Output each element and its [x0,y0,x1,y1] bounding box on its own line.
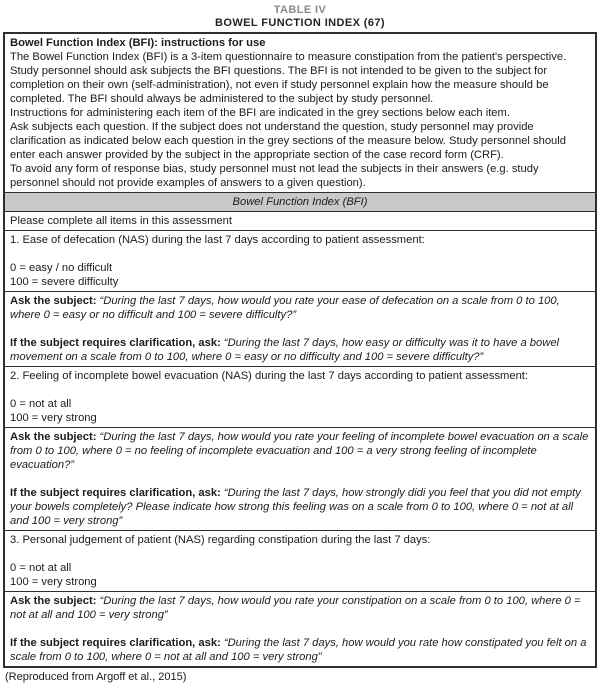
bfi-table [3,32,597,668]
clarify-paragraph [10,636,590,664]
clarify-label: If the subject requires clarification, ask: [10,637,221,649]
clarify-label: If the subject requires clarification, ask: [10,487,221,499]
question-cell-2 [5,366,595,427]
question-cell-1 [5,230,595,291]
spacer [10,547,590,561]
instructions-cell [5,34,595,192]
clarify-paragraph [10,486,590,528]
scale-high: 100 = severe difficulty [10,276,119,288]
table-title: BOWEL FUNCTION INDEX (67) [215,17,385,29]
clarify-text: “During the last 7 days, how would you rate how constipated you felt on a scale from 0 to 100, where 0 = not at all and 100 = very strong” [10,637,587,663]
clarify-text: “During the last 7 days, how easy or difficulty was it to have a bowel movement on a scale from 0 to 100, where 0 = easy or no difficulty and 100 = severe difficulty?” [10,337,560,363]
scale-high: 100 = very strong [10,412,97,424]
ask-label: Ask the subject: [10,295,97,307]
interviewer-script-cell-3 [5,591,595,666]
instructions-heading: Bowel Function Index (BFI): instructions for use [10,37,266,49]
intro-row [5,211,595,230]
question-text: 1. Ease of defecation (NAS) during the last 7 days according to patient assessment: [10,234,425,246]
instructions-paragraph: The Bowel Function Index (BFI) is a 3-item questionnaire to measure constipation from the patient's perspective. Study personnel should ask subjects the BFI questions. The BFI is not intended to be given to the subject for completion on their own (self-administration), not even if study personnel explain how the measure should be completed. The BFI should always be administered to the subject by study personnel. [10,51,567,105]
question-text: 3. Personal judgement of patient (NAS) regarding constipation during the last 7 days: [10,534,431,546]
instructions-paragraph: Ask subjects each question. If the subject does not understand the question, study personnel may provide clarification as indicated below each question in the grey sections of the measure below. Study personnel should enter each answer provided by the subject in the appropriate section of the case record form (CRF). [10,121,566,161]
ask-label: Ask the subject: [10,595,97,607]
ask-paragraph [10,430,590,472]
interviewer-script-cell-1 [5,291,595,366]
scale-high: 100 = very strong [10,576,97,588]
section-header-text: Bowel Function Index (BFI) [232,196,368,208]
table-caption [0,0,600,30]
interviewer-script-cell-2 [5,427,595,530]
spacer [10,472,590,486]
spacer [10,322,590,336]
instructions-paragraph: To avoid any form of response bias, study personnel must not lead the subjects in their answers (e.g. study personnel should not provide examples of answers to a given question). [10,163,539,189]
spacer [10,622,590,636]
ask-paragraph [10,294,590,322]
instructions-paragraph: Instructions for administering each item of the BFI are indicated in the grey sections below each item. [10,107,510,119]
scale-low: 0 = not at all [10,398,72,410]
intro-text: Please complete all items in this assessment [10,215,232,227]
clarify-label: If the subject requires clarification, ask: [10,337,221,349]
spacer [10,383,590,397]
ask-label: Ask the subject: [10,431,97,443]
ask-text: “During the last 7 days, how would you rate your feeling of incomplete bowel evacuation on a scale from 0 to 100, where 0 = no feeling of incomplete evacuation and 100 = a very strong feeling of incomplete evacuation?” [10,431,589,471]
section-header-row [5,192,595,211]
scale-low: 0 = easy / no difficult [10,262,113,274]
source-footnote: (Reproduced from Argoff et al., 2015) [5,671,187,683]
scale-low: 0 = not at all [10,562,72,574]
spacer [10,247,590,261]
clarify-text: “During the last 7 days, how strongly didi you feel that you did not empty your bowels completely? Please indicate how strong this feeling was on a scale from 0 to 100, where 0 = not at all and 100 = very strong” [10,487,581,527]
clarify-paragraph [10,336,590,364]
table-number-label: TABLE IV [273,4,327,16]
question-cell-3 [5,530,595,591]
ask-text: “During the last 7 days, how would you rate your constipation on a scale from 0 to 100, where 0 = not at all and 100 = very strong” [10,595,581,621]
ask-text: “During the last 7 days, how would you rate your ease of defecation on a scale from 0 to 100, where 0 = easy or no difficult and 100 = severe difficulty?” [10,295,560,321]
question-text: 2. Feeling of incomplete bowel evacuation (NAS) during the last 7 days according to patient assessment: [10,370,529,382]
ask-paragraph [10,594,590,622]
